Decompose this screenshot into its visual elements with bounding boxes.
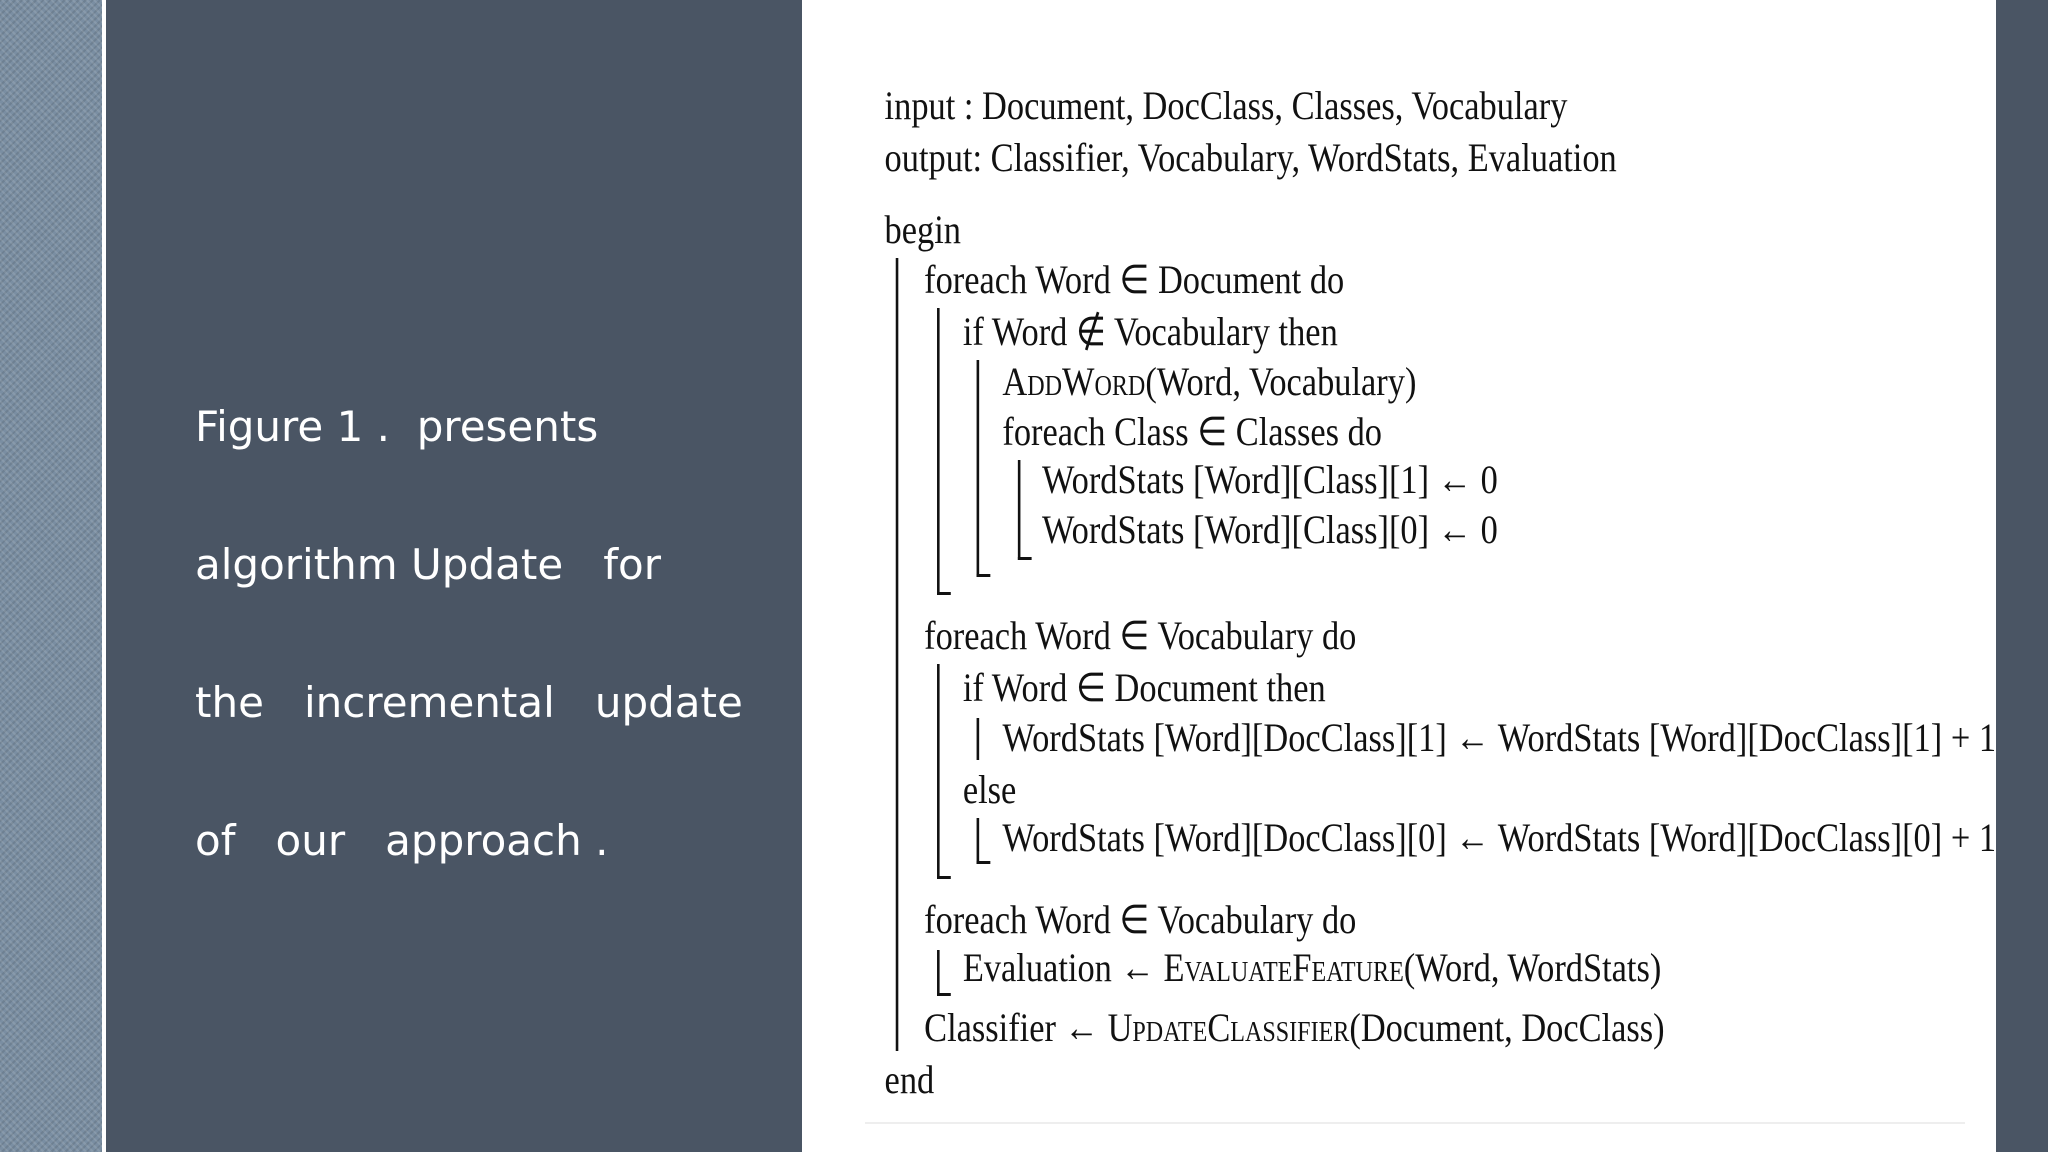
algo-wordstats-class-1: WordStats [Word][Class][1] ← 0 xyxy=(1041,457,1498,502)
caption-line: Figure 1 . presents xyxy=(195,402,599,451)
algo-update-0: WordStats [Word][DocClass][0] ← WordStats [Word][DocClass][0] + 1 xyxy=(1002,815,1996,860)
algo-loop-classes: foreach Class ∈ Classes do xyxy=(1002,409,1383,454)
evaluation-args: (Word, WordStats) xyxy=(1403,945,1662,990)
algo-output-line xyxy=(885,136,1617,180)
caption-line: algorithm Update for xyxy=(195,540,661,589)
algorithm-figure xyxy=(802,0,1996,1152)
algo-loop-document: foreach Word ∈ Document do xyxy=(924,257,1345,302)
caption-line: the incremental update xyxy=(195,678,743,727)
classifier-lhs: Classifier ← xyxy=(924,1005,1108,1050)
algo-loop-vocabulary-eval: foreach Word ∈ Vocabulary do xyxy=(924,897,1357,942)
block-end-loop3 xyxy=(937,993,951,996)
block-end-loop1b xyxy=(1018,557,1032,560)
algorithm-block xyxy=(802,0,1996,1152)
algo-loop-vocabulary: foreach Word ∈ Vocabulary do xyxy=(924,613,1357,658)
algo-addword-call xyxy=(1002,360,1416,404)
algo-begin: begin xyxy=(884,207,961,252)
input-value: : Document, DocClass, Classes, Vocabulary xyxy=(955,83,1568,128)
slide-caption xyxy=(195,312,755,910)
classifier-args: (Document, DocClass) xyxy=(1349,1005,1665,1050)
algo-wordstats-class-0: WordStats [Word][Class][0] ← 0 xyxy=(1041,507,1498,552)
decorative-stripe xyxy=(0,0,102,1152)
block-bar-loop3 xyxy=(937,950,940,996)
figure-bottom-rule xyxy=(865,1122,1965,1124)
right-margin xyxy=(1996,0,2048,1152)
output-label: output xyxy=(884,135,973,180)
evaluation-lhs: Evaluation ← xyxy=(962,945,1164,990)
algo-classifier xyxy=(924,1006,1665,1050)
output-value: : Classifier, Vocabulary, WordStats, Evaluation xyxy=(972,135,1617,180)
block-bar-if2-else xyxy=(977,818,980,864)
block-bar-if2-then xyxy=(977,718,980,760)
algo-update-1: WordStats [Word][DocClass][1] ← WordStats [Word][DocClass][1] + 1 xyxy=(1002,715,1996,760)
block-end-loop2 xyxy=(937,876,951,879)
input-label: input xyxy=(884,83,956,128)
block-bar-if1 xyxy=(977,360,980,577)
update-classifier-function: UpdateClassifier xyxy=(1107,1005,1350,1050)
block-end-if1 xyxy=(977,574,991,577)
block-bar-loop1 xyxy=(937,308,940,595)
algo-input-line xyxy=(885,84,1568,128)
algo-evaluation xyxy=(963,946,1662,990)
algo-if-not-in-vocab: if Word ∉ Vocabulary then xyxy=(962,309,1338,354)
addword-args: (Word, Vocabulary) xyxy=(1145,359,1417,404)
addword-function: AddWord xyxy=(1002,359,1146,404)
evaluate-feature-function: EvaluateFeature xyxy=(1163,945,1404,990)
block-end-loop1 xyxy=(937,592,951,595)
block-bar-main xyxy=(896,258,899,1051)
algo-end: end xyxy=(884,1057,935,1102)
caption-line: of our approach . xyxy=(195,816,609,865)
block-bar-loop1b xyxy=(1018,460,1021,560)
algo-else: else xyxy=(962,767,1017,812)
block-bar-loop2 xyxy=(937,664,940,879)
algo-if-in-document: if Word ∈ Document then xyxy=(962,665,1326,710)
block-end-if2-else xyxy=(977,861,991,864)
